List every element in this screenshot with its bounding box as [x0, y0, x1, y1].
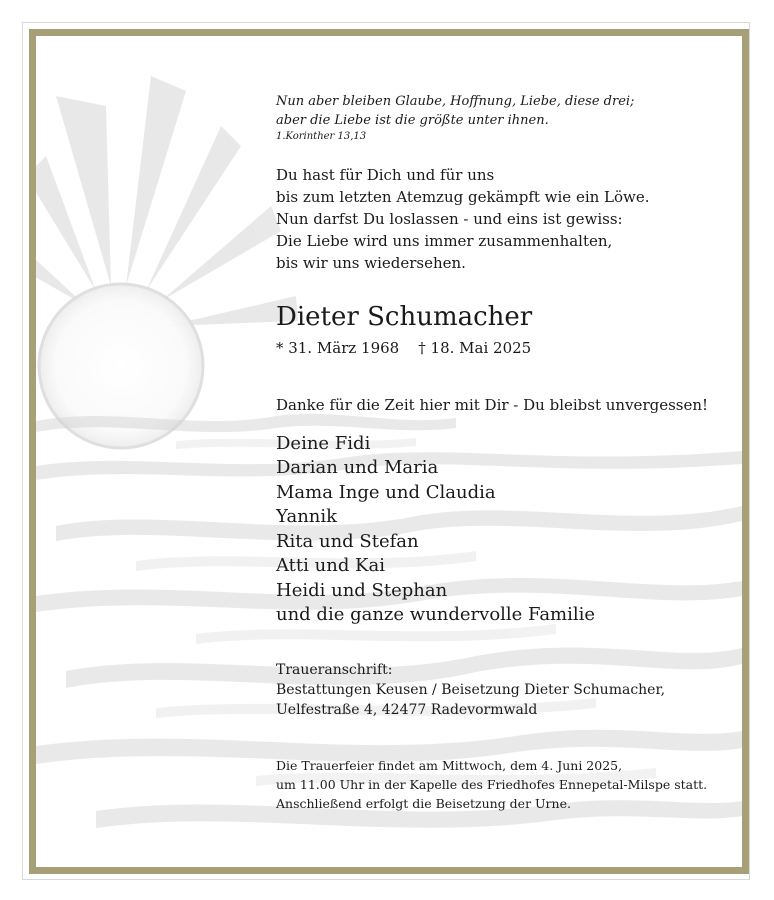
- family-member: Deine Fidi: [276, 433, 371, 454]
- family-member: Yannik: [276, 506, 338, 527]
- obituary-notice: [29, 29, 749, 874]
- thanks-message: Danke für die Zeit hier mit Dir - Du bleibst unvergessen!: [276, 396, 709, 414]
- ceremony-line: Anschließend erfolgt die Beisetzung der Urne.: [276, 796, 571, 811]
- mourning-address-line-2: Uelfestraße 4, 42477 Radevormwald: [276, 702, 538, 718]
- deceased-name: Dieter Schumacher: [276, 302, 533, 332]
- life-dates: * 31. März 1968 † 18. Mai 2025: [276, 339, 532, 357]
- family-member: Atti und Kai: [276, 555, 385, 576]
- bible-verse-reference: 1.Korinther 13,13: [276, 131, 367, 142]
- family-member: Mama Inge und Claudia: [276, 482, 496, 503]
- poem-line: Nun darfst Du loslassen - und eins ist gewiss:: [276, 210, 623, 228]
- poem-line: Die Liebe wird uns immer zusammenhalten,: [276, 232, 613, 250]
- ceremony-line: um 11.00 Uhr in der Kapelle des Friedhofes Ennepetal-Milspe statt.: [276, 777, 708, 792]
- poem-line: bis zum letzten Atemzug gekämpft wie ein Löwe.: [276, 188, 650, 206]
- family-member: Darian und Maria: [276, 457, 439, 478]
- ceremony-line: Die Trauerfeier findet am Mittwoch, dem 4. Juni 2025,: [276, 758, 623, 773]
- mourning-address-line-1: Bestattungen Keusen / Beisetzung Dieter Schumacher,: [276, 682, 666, 698]
- bible-verse-line-1: Nun aber bleiben Glaube, Hoffnung, Liebe, diese drei;: [276, 94, 635, 109]
- mourning-address-label: Traueranschrift:: [276, 662, 393, 678]
- poem-line: bis wir uns wiedersehen.: [276, 254, 466, 272]
- family-member: Rita und Stefan: [276, 531, 419, 552]
- family-member: Heidi und Stephan: [276, 580, 448, 601]
- bible-verse-line-2: aber die Liebe ist die größte unter ihnen.: [276, 113, 549, 128]
- notice-content: [36, 36, 742, 867]
- poem-line: Du hast für Dich und für uns: [276, 166, 495, 184]
- family-member: und die ganze wundervolle Familie: [276, 604, 596, 625]
